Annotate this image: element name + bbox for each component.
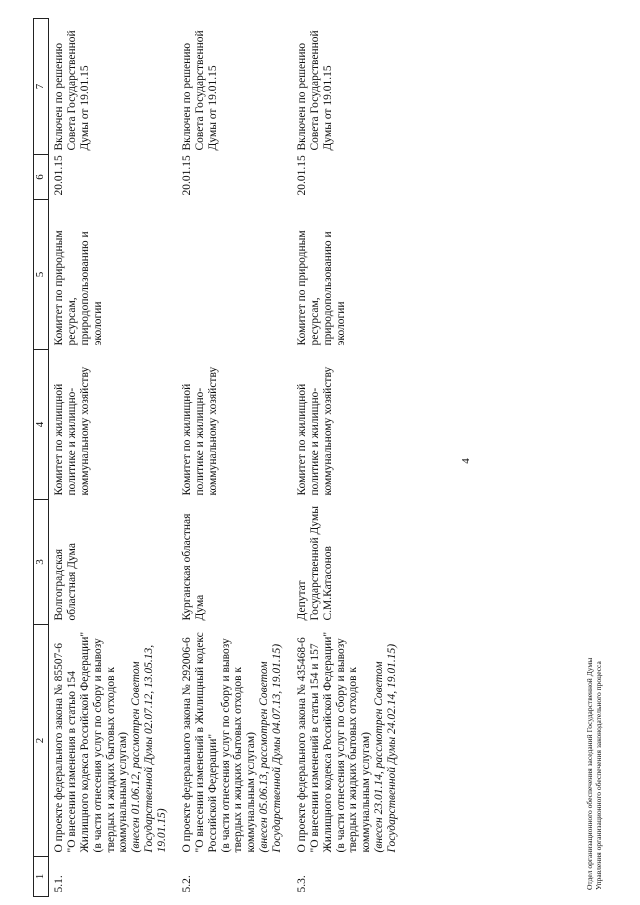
- bill-meta: (внесен 05.06.13, рассмотрен Советом Государственной Думы 04.07.13, 19.01.15): [258, 643, 283, 853]
- responsible-committee: Комитет по жилищной политике и жилищно-коммунальному хозяйству: [53, 366, 91, 496]
- page-number: 4: [459, 458, 472, 464]
- date: 20.01.15: [295, 155, 308, 196]
- bill-number: О проекте федерального закона № 85507-6: [53, 643, 65, 853]
- bill-note: (в части отнесения услуг по сбору и вывозу твердых и жидких бытовых отходов к коммунальным услугам): [91, 638, 130, 853]
- header-cell: 5: [34, 200, 49, 350]
- decision: Включен по решению Совета Государственной Думы от 19.01.15: [53, 30, 91, 151]
- table-row: [49, 19, 177, 897]
- header-cell: 7: [34, 19, 49, 155]
- initiator: Депутат Государственной Думы С.М.Катасонов: [295, 506, 334, 621]
- bill-meta: (внесен 01.06.12, рассмотрен Советом Государственной Думы 02.07.12, 13.05.13, 19.01.15): [130, 644, 168, 853]
- footer-line: Управления организационного обеспечения законодательного процесса: [594, 661, 603, 890]
- header-cell: 2: [34, 625, 49, 857]
- co-committee: Комитет по природным ресурсам, природопользованию и экологии: [53, 230, 104, 346]
- bill-title-cell: [177, 625, 292, 857]
- header-cell: 3: [34, 500, 49, 625]
- bill-number: О проекте федерального закона № 435468-6: [295, 637, 308, 853]
- item-number: 5.2.: [180, 875, 193, 893]
- bill-title: "О внесении изменений в статьи 154 и 157 Жилищного кодекса Российской Федерации": [308, 631, 334, 853]
- co-committee: [177, 200, 292, 350]
- bill-title-cell: [292, 625, 407, 857]
- header-cell: 1: [34, 857, 49, 897]
- decision: Включен по решению Совета Государственной Думы от 19.01.15: [180, 30, 219, 151]
- table-row: [177, 19, 292, 897]
- table-row: [292, 19, 407, 897]
- decision: Включен по решению Совета Государственной Думы от 19.01.15: [295, 30, 334, 151]
- bill-note: (в части отнесения услуг по сбору и вывозу твердых и жидких бытовых отходов к коммунальным услугам): [334, 638, 373, 853]
- footer-line: Отдел организационного обеспечения заседаний Государственной Думы: [585, 657, 594, 890]
- date: 20.01.15: [53, 155, 65, 196]
- bill-note: (в части отнесения услуг по сбору и вывозу твердых и жидких бытовых отходов к коммунальным услугам): [219, 638, 258, 853]
- header-cell: 4: [34, 350, 49, 500]
- initiator: Волгоградская областная Дума: [53, 543, 78, 621]
- bill-number: О проекте федерального закона № 292006-6: [180, 637, 193, 853]
- item-number: 5.1.: [53, 875, 65, 893]
- bill-title-cell: [49, 625, 177, 857]
- responsible-committee: Комитет по жилищной политике и жилищно-коммунальному хозяйству: [180, 366, 219, 496]
- responsible-committee: Комитет по жилищной политике и жилищно-коммунальному хозяйству: [295, 366, 334, 496]
- co-committee: Комитет по природным ресурсам, природопользованию и экологии: [295, 230, 347, 346]
- initiator: Курганская областная Дума: [180, 513, 206, 621]
- item-number: 5.3.: [295, 875, 308, 893]
- date: 20.01.15: [180, 155, 193, 196]
- bill-title: "О внесении изменений в Жилищный кодекс Российской Федерации": [193, 632, 219, 853]
- header-row: [34, 19, 49, 897]
- footer: [585, 657, 625, 890]
- bill-title: "О внесении изменения в статью 154 Жилищного кодекса Российской Федерации": [65, 631, 91, 853]
- agenda-table: [33, 18, 407, 897]
- bill-meta: (внесен 23.01.14, рассмотрен Советом Государственной Думы 24.02.14, 19.01.15): [373, 643, 398, 853]
- header-cell: 6: [34, 155, 49, 200]
